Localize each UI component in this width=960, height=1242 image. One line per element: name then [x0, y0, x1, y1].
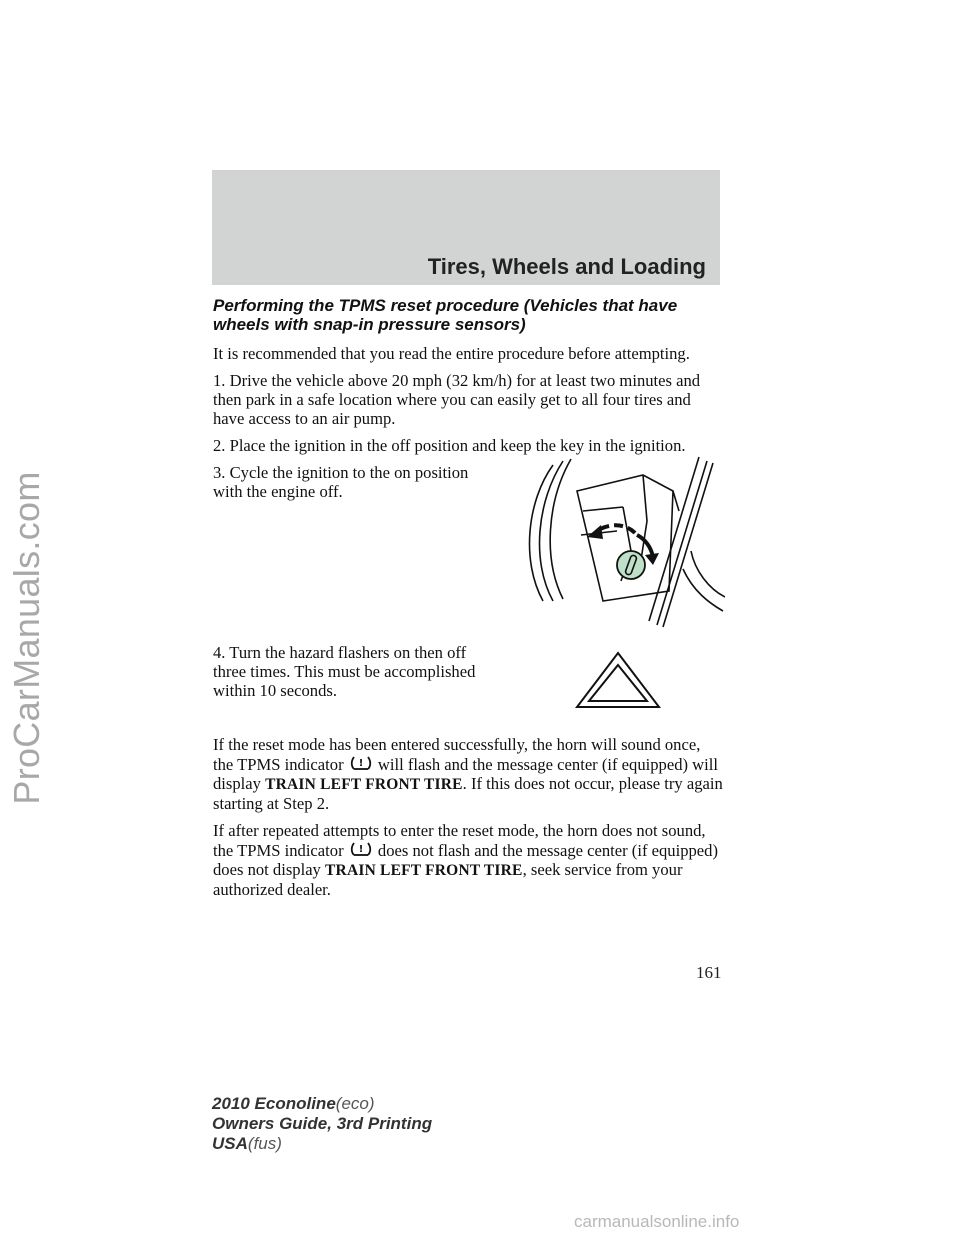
success-paragraph [213, 735, 723, 813]
success-text-c: . If this does not occur, please try again starting at Step 2. [213, 774, 723, 813]
step-4-block [213, 643, 723, 735]
section-header [212, 170, 720, 285]
step-1: 1. Drive the vehicle above 20 mph (32 km/h) for at least two minutes and then park in a safe location where you can easily get to all four tires and have access to an air pump. [213, 371, 701, 428]
svg-text:!: ! [358, 844, 364, 855]
svg-text:!: ! [358, 758, 364, 769]
step-4: 4. Turn the hazard flashers on then off three times. This must be accomplished within 10 seconds. [213, 643, 476, 700]
step-3-block [213, 463, 723, 643]
footer-edition: Owners Guide, 3rd Printing [212, 1114, 433, 1133]
side-watermark-text: ProCarManuals.com [6, 471, 47, 805]
side-watermark [4, 238, 50, 1038]
procedure-heading: Performing the TPMS reset procedure (Vehicles that have wheels with snap-in pressure sensors) [213, 296, 678, 334]
success-text-b: will flash and the message center (if equipped) will display [213, 755, 718, 793]
failure-text-b: does not flash and the message center (if equipped) does not display [213, 841, 718, 879]
step-2: 2. Place the ignition in the off position and keep the key in the ignition. [213, 436, 686, 455]
ignition-diagram [513, 451, 725, 631]
footer-market: USA [212, 1134, 248, 1153]
tpms-warning-icon [350, 840, 372, 858]
section-title: Tires, Wheels and Loading [427, 254, 706, 279]
tpms-warning-icon [350, 754, 372, 772]
footer-market-code: (fus) [247, 1134, 282, 1153]
footer-model-code: (eco) [335, 1094, 375, 1113]
failure-text-a: If after repeated attempts to enter the reset mode, the horn does not sound, the TPMS indicator [213, 821, 706, 860]
failure-text-c: , seek service from your authorized dealer. [213, 860, 683, 899]
failure-paragraph [213, 821, 723, 899]
message-center-text: TRAIN LEFT FRONT TIRE [265, 776, 463, 793]
message-center-text: TRAIN LEFT FRONT TIRE [325, 862, 523, 879]
hazard-triangle-icon [573, 649, 663, 709]
bottom-watermark: carmanualsonline.info [574, 1212, 740, 1231]
document-footer [212, 1094, 432, 1154]
page-content [213, 296, 723, 907]
step-3: 3. Cycle the ignition to the on position with the engine off. [213, 463, 469, 501]
page-number: 161 [696, 963, 722, 982]
intro-paragraph: It is recommended that you read the entire procedure before attempting. [213, 344, 690, 363]
footer-model: 2010 Econoline [212, 1094, 336, 1113]
success-text-a: If the reset mode has been entered successfully, the horn will sound once, the TPMS indicator [213, 735, 701, 774]
